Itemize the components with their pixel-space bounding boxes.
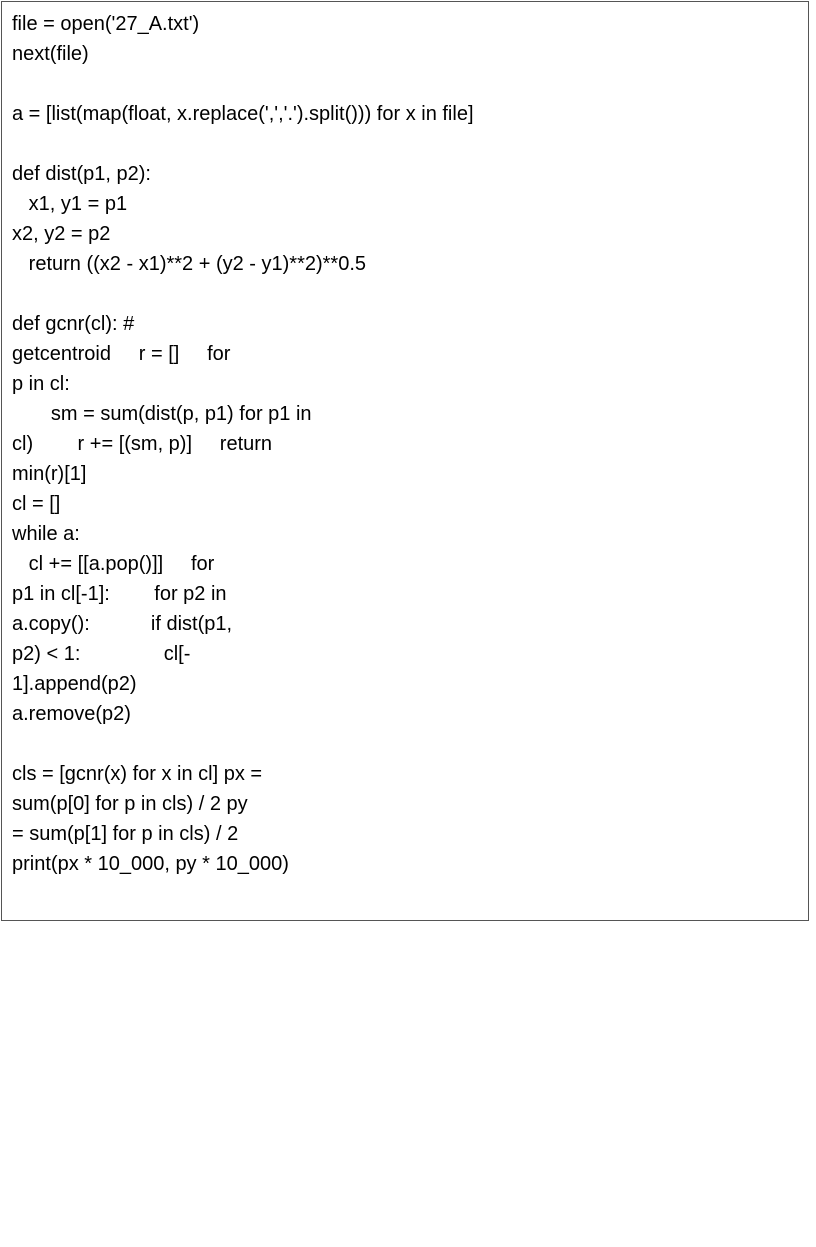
code-line: cls = [gcnr(x) for x in cl] px = (12, 763, 263, 785)
code-line (12, 69, 474, 99)
code-line: def gcnr(cl): # (12, 313, 135, 335)
code-line: getcentroid r = [] for (12, 343, 231, 365)
code-line: def dist(p1, p2): (12, 163, 151, 185)
code-line: x1, y1 = p1 (12, 193, 128, 215)
code-frame (1, 1, 809, 921)
code-line: a = [list(map(float, x.replace(',','.').split())) for x in file] (12, 103, 474, 125)
code-line: sum(p[0] for p in cls) / 2 py (12, 793, 248, 815)
code-line: = sum(p[1] for p in cls) / 2 (12, 823, 239, 845)
code-line: file = open('27_A.txt') (12, 13, 200, 35)
code-line: next(file) (12, 43, 89, 65)
code-line (12, 279, 474, 309)
code-line: p1 in cl[-1]: for p2 in (12, 583, 227, 605)
code-line: cl) r += [(sm, p)] return (12, 433, 273, 455)
code-line: min(r)[1] (12, 463, 87, 485)
code-line: cl += [[a.pop()]] for (12, 553, 215, 575)
code-line (12, 129, 474, 159)
code-line: 1].append(p2) (12, 673, 137, 695)
code-line: while a: (12, 523, 80, 545)
code-line: sm = sum(dist(p, p1) for p1 in (12, 403, 312, 425)
code-line: return ((x2 - x1)**2 + (y2 - y1)**2)**0.5 (12, 253, 367, 275)
code-line: a.copy(): if dist(p1, (12, 613, 233, 635)
code-line: x2, y2 = p2 (12, 223, 111, 245)
code-block (12, 9, 474, 879)
code-line: p in cl: (12, 373, 70, 395)
code-line: cl = [] (12, 493, 61, 515)
code-line: p2) < 1: cl[- (12, 643, 191, 665)
code-line (12, 729, 474, 759)
code-line: print(px * 10_000, py * 10_000) (12, 853, 289, 875)
code-line: a.remove(p2) (12, 703, 131, 725)
